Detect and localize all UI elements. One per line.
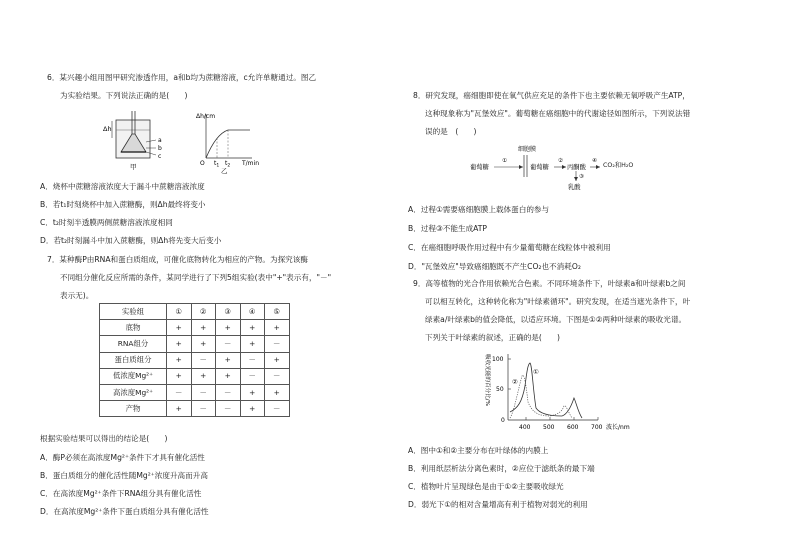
q9-chart-x700: 700 bbox=[591, 424, 603, 431]
q8-metabolic-pathway bbox=[468, 141, 608, 193]
table-cell: + bbox=[240, 401, 265, 417]
q7-stem-line4: 根据实验结果可以得出的结论是( ) bbox=[40, 434, 168, 443]
table-cell: 高浓度Mg²⁺ bbox=[100, 384, 167, 400]
q8-membrane-label: 细胞膜 bbox=[518, 146, 537, 153]
q7-option-c: C．在高浓度Mg²⁺条件下RNA组分具有催化活性 bbox=[40, 489, 202, 498]
table-cell: + bbox=[191, 336, 216, 352]
table-cell: + bbox=[167, 401, 192, 417]
table-header-cell: ④ bbox=[240, 304, 265, 320]
q6-fig-dh-label: Δh bbox=[103, 125, 112, 133]
table-cell: RNA组分 bbox=[100, 336, 167, 352]
table-cell: + bbox=[265, 352, 290, 368]
table-cell: + bbox=[265, 384, 290, 400]
q8-option-a: A．过程①需要癌细胞膜上载体蛋白的参与 bbox=[408, 205, 550, 214]
q8-option-b: B．过程③不能生成ATP bbox=[408, 224, 487, 233]
table-cell: － bbox=[240, 352, 265, 368]
q9-chart-y50: 50 bbox=[496, 386, 504, 393]
table-row bbox=[100, 401, 290, 417]
q8-step3: ④ bbox=[592, 158, 597, 164]
q8-step4: ③ bbox=[579, 174, 584, 180]
q9-option-c: C．植物叶片呈现绿色是由于①②主要吸收绿光 bbox=[408, 482, 564, 491]
table-cell: + bbox=[167, 352, 192, 368]
q6-yi-t1: $t_1$ bbox=[214, 160, 220, 169]
q7-stem-line3: 表示无)。 bbox=[60, 291, 94, 300]
table-cell: + bbox=[167, 336, 192, 352]
q9-chart-x400: 400 bbox=[519, 424, 531, 431]
table-row bbox=[100, 336, 290, 352]
table-cell: + bbox=[167, 320, 192, 336]
table-cell: － bbox=[191, 401, 216, 417]
table-cell: + bbox=[216, 320, 241, 336]
table-cell: + bbox=[265, 320, 290, 336]
q8-glucose-inside: 葡萄糖 bbox=[530, 164, 549, 171]
q7-stem-line2: 不同组分催化反应所需的条件，某同学进行了下列5组实验(表中"+"表示有，"－" bbox=[60, 273, 332, 282]
q8-option-d: D．"瓦堡效应"导致癌细胞既不产生CO₂也不消耗O₂ bbox=[408, 262, 581, 271]
table-cell: + bbox=[216, 352, 241, 368]
table-header-cell: ③ bbox=[216, 304, 241, 320]
q9-curve-label-1: ① bbox=[533, 368, 539, 376]
q6-yi-t2: $t_2$ bbox=[225, 160, 231, 169]
q7-experiment-table bbox=[99, 303, 290, 417]
q6-yi-xlabel: T/min bbox=[242, 160, 260, 167]
table-cell: － bbox=[265, 368, 290, 384]
table-cell: + bbox=[191, 320, 216, 336]
q6-yi-origin: O bbox=[200, 160, 205, 167]
table-cell: + bbox=[240, 336, 265, 352]
q9-chart-x600: 600 bbox=[567, 424, 579, 431]
q8-step1: ① bbox=[502, 158, 507, 164]
q8-glucose-outside: 葡萄糖 bbox=[470, 164, 489, 171]
q8-stem-line2: 这种现象称为"瓦堡效应"。葡萄糖在癌细胞中的代谢途径如图所示，下列说法错 bbox=[425, 109, 691, 118]
table-cell: － bbox=[167, 384, 192, 400]
table-row bbox=[100, 320, 290, 336]
q8-option-c: C．在癌细胞呼吸作用过程中有少量葡萄糖在线粒体中被利用 bbox=[408, 243, 611, 252]
table-header-cell: ② bbox=[191, 304, 216, 320]
q6-fig-label-a: a bbox=[158, 137, 162, 144]
q8-products: CO₂和H₂O bbox=[603, 162, 634, 169]
q7-stem-line1: 7．某种酶P由RNA和蛋白质组成，可催化底物转化为相应的产物。为探究该酶 bbox=[47, 255, 308, 264]
q6-fig-label-c: c bbox=[158, 153, 162, 160]
q9-stem-line1: 9．高等植物的光合作用依赖光合色素。不同环境条件下，叶绿素a和叶绿素b之间 bbox=[413, 279, 686, 288]
table-cell: 底物 bbox=[100, 320, 167, 336]
table-cell: + bbox=[216, 368, 241, 384]
table-row bbox=[100, 352, 290, 368]
q8-pyruvate: 丙酮酸 bbox=[567, 164, 586, 171]
q9-chart-y100: 100 bbox=[492, 356, 504, 363]
q9-stem-line4: 下列关于叶绿素的叙述，正确的是( ) bbox=[425, 333, 561, 342]
q8-stem-line3: 误的是 ( ) bbox=[425, 127, 477, 136]
q9-stem-line2: 可以相互转化，这种转化称为"叶绿素循环"。研究发现，在适当遮光条件下，叶 bbox=[425, 297, 691, 306]
q6-fig-yi-caption: 乙 bbox=[221, 167, 228, 174]
table-cell: 蛋白质组分 bbox=[100, 352, 167, 368]
q6-option-a: A．烧杯中蔗糖溶液浓度大于漏斗中蔗糖溶液浓度 bbox=[40, 182, 205, 191]
table-cell: 产物 bbox=[100, 401, 167, 417]
q9-curve-1 bbox=[510, 363, 582, 418]
table-cell: + bbox=[240, 320, 265, 336]
q6-yi-ylabel: Δh/cm bbox=[196, 113, 216, 120]
table-cell: － bbox=[216, 336, 241, 352]
q9-curve-label-2: ② bbox=[512, 378, 518, 386]
table-cell: + bbox=[240, 384, 265, 400]
table-cell: － bbox=[265, 401, 290, 417]
q6-fig-jia-caption: 甲 bbox=[130, 163, 137, 171]
q9-chart-ylabel: 吸收光能的百分比/% bbox=[484, 354, 490, 406]
q9-option-d: D．弱光下①的相对含量增高有利于植物对弱光的利用 bbox=[408, 500, 588, 509]
table-cell: － bbox=[216, 401, 241, 417]
q7-option-d: D．在高浓度Mg²⁺条件下蛋白质组分具有催化活性 bbox=[40, 507, 209, 516]
table-header-cell: ① bbox=[167, 304, 192, 320]
table-cell: － bbox=[191, 352, 216, 368]
table-cell: － bbox=[240, 368, 265, 384]
q6-figures bbox=[100, 108, 280, 174]
q9-absorption-spectrum bbox=[470, 350, 640, 436]
table-header-cell: ⑤ bbox=[265, 304, 290, 320]
q8-stem-line1: 8．研究发现，癌细胞即使在氧气供应充足的条件下也主要依赖无氧呼吸产生ATP， bbox=[413, 91, 690, 100]
q9-curve-2 bbox=[510, 375, 572, 418]
table-cell: + bbox=[167, 368, 192, 384]
q6-stem-line2: 为实验结果。下列说法正确的是( ) bbox=[60, 91, 188, 100]
q8-step2: ② bbox=[558, 158, 563, 164]
table-row bbox=[100, 368, 290, 384]
q7-option-a: A．酶P必须在高浓度Mg²⁺条件下才具有催化活性 bbox=[40, 453, 205, 462]
table-cell: 低浓度Mg²⁺ bbox=[100, 368, 167, 384]
q6-fig-label-b: b bbox=[158, 145, 162, 152]
q9-option-b: B．利用纸层析法分离色素时，②应位于滤纸条的最下端 bbox=[408, 464, 595, 473]
q6-option-d: D．若t₂时刻漏斗中加入蔗糖酶，则Δh将先变大后变小 bbox=[40, 236, 222, 245]
q9-chart-y0: 0 bbox=[501, 417, 505, 424]
q6-option-b: B．若t₁时刻烧杯中加入蔗糖酶，则Δh最终将变小 bbox=[40, 200, 206, 209]
table-row bbox=[100, 384, 290, 400]
q9-stem-line3: 绿素a/叶绿素b的值会降低，以适应环境。下图是①②两种叶绿素的吸收光谱。 bbox=[425, 315, 687, 324]
table-header-row bbox=[100, 304, 290, 320]
q9-chart-xlabel: 波长/nm bbox=[606, 424, 630, 431]
q6-option-c: C．t₂时刻半透膜两侧蔗糖溶液浓度相同 bbox=[40, 218, 173, 227]
q9-option-a: A．图中①和②主要分布在叶绿体的内膜上 bbox=[408, 446, 549, 455]
table-header-cell: 实验组 bbox=[100, 304, 167, 320]
table-cell: － bbox=[265, 336, 290, 352]
q6-stem-line1: 6．某兴趣小组用图甲研究渗透作用，a和b均为蔗糖溶液，c允许单糖通过。图乙 bbox=[47, 73, 317, 82]
q8-lactate: 乳酸 bbox=[568, 184, 581, 191]
q9-chart-x500: 500 bbox=[543, 424, 555, 431]
table-cell: － bbox=[191, 384, 216, 400]
table-cell: + bbox=[191, 368, 216, 384]
q7-option-b: B．蛋白质组分的催化活性随Mg²⁺浓度升高而升高 bbox=[40, 471, 208, 480]
table-cell: － bbox=[216, 384, 241, 400]
